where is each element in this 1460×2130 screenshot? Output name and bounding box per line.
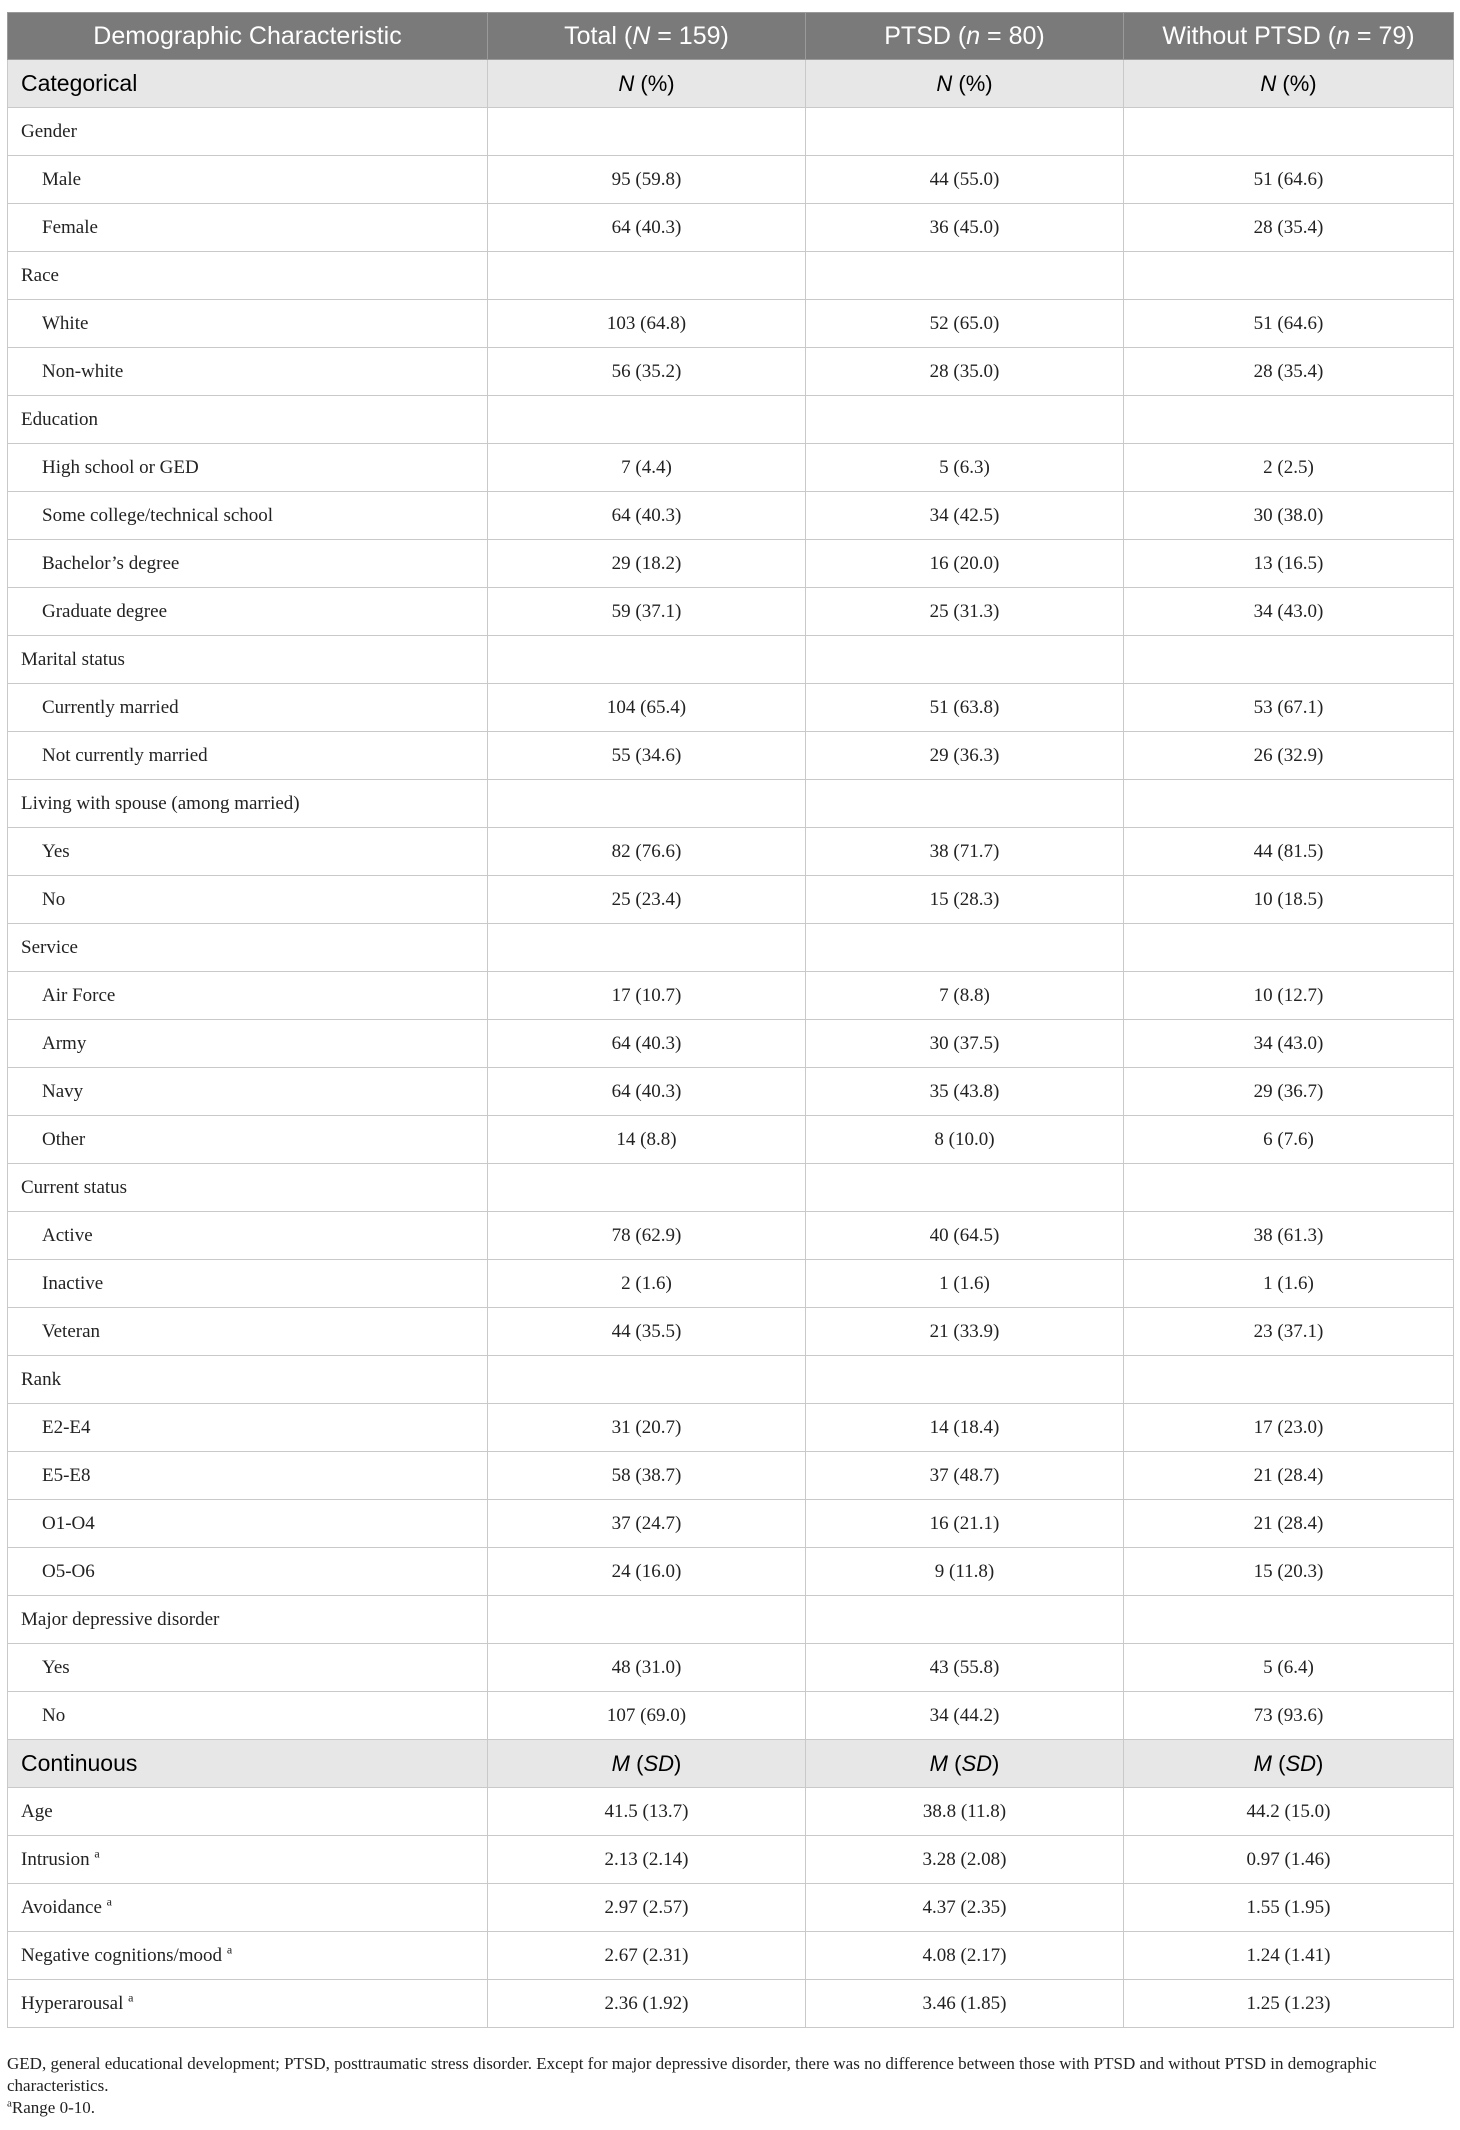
total-value: 64 (40.3) <box>488 1068 806 1116</box>
ptsd-value: 34 (42.5) <box>806 492 1124 540</box>
table-row <box>8 1260 1454 1308</box>
table-row <box>8 204 1454 252</box>
row-label: Veteran <box>8 1308 488 1356</box>
total-value: 2.97 (2.57) <box>488 1884 806 1932</box>
without-ptsd-value: 1.55 (1.95) <box>1124 1884 1454 1932</box>
ptsd-value: 4.37 (2.35) <box>806 1884 1124 1932</box>
total-value: 2.67 (2.31) <box>488 1932 806 1980</box>
table-row <box>8 1020 1454 1068</box>
row-label: Male <box>8 156 488 204</box>
total-value: 7 (4.4) <box>488 444 806 492</box>
empty-cell <box>806 780 1124 828</box>
without-ptsd-value: 6 (7.6) <box>1124 1116 1454 1164</box>
total-value: 41.5 (13.7) <box>488 1788 806 1836</box>
ptsd-value: 30 (37.5) <box>806 1020 1124 1068</box>
total-value: 55 (34.6) <box>488 732 806 780</box>
empty-cell <box>1124 1596 1454 1644</box>
table-row <box>8 540 1454 588</box>
footnote-range: $^a$Range 0-10. <box>7 2097 95 2117</box>
total-value: 2.36 (1.92) <box>488 1980 806 2028</box>
total-value: 37 (24.7) <box>488 1500 806 1548</box>
total-value: 48 (31.0) <box>488 1644 806 1692</box>
without-ptsd-value: 53 (67.1) <box>1124 684 1454 732</box>
total-value: 103 (64.8) <box>488 300 806 348</box>
table-row <box>8 492 1454 540</box>
without-ptsd-value: 10 (12.7) <box>1124 972 1454 1020</box>
total-value: 104 (65.4) <box>488 684 806 732</box>
group-label: Gender <box>8 108 488 156</box>
total-value: 58 (38.7) <box>488 1452 806 1500</box>
total-value: 64 (40.3) <box>488 492 806 540</box>
ptsd-value: 34 (44.2) <box>806 1692 1124 1740</box>
row-label: O5-O6 <box>8 1548 488 1596</box>
total-value: 44 (35.5) <box>488 1308 806 1356</box>
table-row <box>8 1068 1454 1116</box>
demographics-table <box>7 12 1454 2028</box>
empty-cell <box>488 1356 806 1404</box>
table-row <box>8 348 1454 396</box>
without-ptsd-value: 0.97 (1.46) <box>1124 1836 1454 1884</box>
empty-cell <box>1124 108 1454 156</box>
empty-cell <box>1124 1164 1454 1212</box>
row-label: White <box>8 300 488 348</box>
ptsd-value: 3.46 (1.85) <box>806 1980 1124 2028</box>
table-row <box>8 1692 1454 1740</box>
total-value: 2.13 (2.14) <box>488 1836 806 1884</box>
group-row <box>8 1356 1454 1404</box>
section-header-continuous <box>8 1740 1454 1788</box>
row-label: Non-white <box>8 348 488 396</box>
row-label: Avoidance $^a$ <box>8 1884 488 1932</box>
without-ptsd-value: 34 (43.0) <box>1124 588 1454 636</box>
ptsd-value: 38.8 (11.8) <box>806 1788 1124 1836</box>
total-value: 2 (1.6) <box>488 1260 806 1308</box>
group-row <box>8 252 1454 300</box>
without-ptsd-value: 38 (61.3) <box>1124 1212 1454 1260</box>
table-footnotes <box>7 2053 1453 2119</box>
unit-label-total: N (%) <box>488 60 806 108</box>
empty-cell <box>1124 396 1454 444</box>
table-row <box>8 1836 1454 1884</box>
total-value: 56 (35.2) <box>488 348 806 396</box>
ptsd-value: 5 (6.3) <box>806 444 1124 492</box>
empty-cell <box>806 636 1124 684</box>
without-ptsd-value: 1 (1.6) <box>1124 1260 1454 1308</box>
table-row <box>8 1116 1454 1164</box>
without-ptsd-value: 28 (35.4) <box>1124 348 1454 396</box>
unit-label-without: M (SD) <box>1124 1740 1454 1788</box>
row-label: No <box>8 1692 488 1740</box>
without-ptsd-value: 17 (23.0) <box>1124 1404 1454 1452</box>
ptsd-value: 36 (45.0) <box>806 204 1124 252</box>
ptsd-value: 35 (43.8) <box>806 1068 1124 1116</box>
row-label: Intrusion $^a$ <box>8 1836 488 1884</box>
empty-cell <box>1124 252 1454 300</box>
row-label: Other <box>8 1116 488 1164</box>
group-row <box>8 924 1454 972</box>
section-label: Categorical <box>8 60 488 108</box>
ptsd-value: 7 (8.8) <box>806 972 1124 1020</box>
total-value: 64 (40.3) <box>488 204 806 252</box>
row-label: Inactive <box>8 1260 488 1308</box>
row-label: Female <box>8 204 488 252</box>
without-ptsd-value: 21 (28.4) <box>1124 1500 1454 1548</box>
group-row <box>8 1596 1454 1644</box>
section-label: Continuous <box>8 1740 488 1788</box>
header-ptsd: PTSD (n = 80) <box>806 13 1124 60</box>
ptsd-value: 3.28 (2.08) <box>806 1836 1124 1884</box>
group-label: Race <box>8 252 488 300</box>
ptsd-value: 14 (18.4) <box>806 1404 1124 1452</box>
without-ptsd-value: 30 (38.0) <box>1124 492 1454 540</box>
table-row <box>8 300 1454 348</box>
unit-label-ptsd: M (SD) <box>806 1740 1124 1788</box>
row-label: Bachelor’s degree <box>8 540 488 588</box>
empty-cell <box>806 924 1124 972</box>
group-row <box>8 780 1454 828</box>
ptsd-value: 28 (35.0) <box>806 348 1124 396</box>
table-row <box>8 588 1454 636</box>
row-label: E2-E4 <box>8 1404 488 1452</box>
ptsd-value: 16 (20.0) <box>806 540 1124 588</box>
total-value: 31 (20.7) <box>488 1404 806 1452</box>
row-label: Some college/technical school <box>8 492 488 540</box>
row-label: Yes <box>8 828 488 876</box>
group-label: Service <box>8 924 488 972</box>
without-ptsd-value: 2 (2.5) <box>1124 444 1454 492</box>
footnote-marker: a <box>128 1990 134 2005</box>
total-value: 17 (10.7) <box>488 972 806 1020</box>
unit-label-total: M (SD) <box>488 1740 806 1788</box>
group-row <box>8 1164 1454 1212</box>
group-label: Rank <box>8 1356 488 1404</box>
row-label: E5-E8 <box>8 1452 488 1500</box>
row-label: Air Force <box>8 972 488 1020</box>
without-ptsd-value: 1.25 (1.23) <box>1124 1980 1454 2028</box>
table-row <box>8 1932 1454 1980</box>
group-label: Major depressive disorder <box>8 1596 488 1644</box>
ptsd-value: 40 (64.5) <box>806 1212 1124 1260</box>
without-ptsd-value: 34 (43.0) <box>1124 1020 1454 1068</box>
without-ptsd-value: 5 (6.4) <box>1124 1644 1454 1692</box>
ptsd-value: 25 (31.3) <box>806 588 1124 636</box>
empty-cell <box>488 1596 806 1644</box>
group-label: Education <box>8 396 488 444</box>
empty-cell <box>488 396 806 444</box>
empty-cell <box>806 396 1124 444</box>
group-label: Current status <box>8 1164 488 1212</box>
section-header-categorical <box>8 60 1454 108</box>
ptsd-value: 37 (48.7) <box>806 1452 1124 1500</box>
without-ptsd-value: 44.2 (15.0) <box>1124 1788 1454 1836</box>
table-row <box>8 732 1454 780</box>
empty-cell <box>806 108 1124 156</box>
ptsd-value: 38 (71.7) <box>806 828 1124 876</box>
table-row <box>8 444 1454 492</box>
empty-cell <box>806 1596 1124 1644</box>
unit-label-ptsd: N (%) <box>806 60 1124 108</box>
total-value: 82 (76.6) <box>488 828 806 876</box>
row-label: Graduate degree <box>8 588 488 636</box>
table-row <box>8 828 1454 876</box>
table-row <box>8 1980 1454 2028</box>
total-value: 25 (23.4) <box>488 876 806 924</box>
without-ptsd-value: 15 (20.3) <box>1124 1548 1454 1596</box>
total-value: 14 (8.8) <box>488 1116 806 1164</box>
group-row <box>8 108 1454 156</box>
ptsd-value: 43 (55.8) <box>806 1644 1124 1692</box>
row-label: Navy <box>8 1068 488 1116</box>
ptsd-value: 8 (10.0) <box>806 1116 1124 1164</box>
ptsd-value: 16 (21.1) <box>806 1500 1124 1548</box>
row-label: Negative cognitions/mood $^a$ <box>8 1932 488 1980</box>
table-row <box>8 876 1454 924</box>
total-value: 64 (40.3) <box>488 1020 806 1068</box>
empty-cell <box>806 252 1124 300</box>
empty-cell <box>1124 924 1454 972</box>
footnote-marker: a <box>106 1894 112 1909</box>
total-value: 59 (37.1) <box>488 588 806 636</box>
row-label: Hyperarousal $^a$ <box>8 1980 488 2028</box>
ptsd-value: 44 (55.0) <box>806 156 1124 204</box>
total-value: 107 (69.0) <box>488 1692 806 1740</box>
row-label: Yes <box>8 1644 488 1692</box>
without-ptsd-value: 21 (28.4) <box>1124 1452 1454 1500</box>
row-label: No <box>8 876 488 924</box>
total-value: 78 (62.9) <box>488 1212 806 1260</box>
footnote-marker: a <box>94 1846 100 1861</box>
table-row <box>8 1644 1454 1692</box>
total-value: 95 (59.8) <box>488 156 806 204</box>
group-row <box>8 396 1454 444</box>
header-characteristic: Demographic Characteristic <box>8 13 488 60</box>
empty-cell <box>488 780 806 828</box>
group-row <box>8 636 1454 684</box>
without-ptsd-value: 23 (37.1) <box>1124 1308 1454 1356</box>
empty-cell <box>1124 1356 1454 1404</box>
table-row <box>8 1500 1454 1548</box>
without-ptsd-value: 28 (35.4) <box>1124 204 1454 252</box>
empty-cell <box>806 1164 1124 1212</box>
empty-cell <box>488 252 806 300</box>
footnote-abbreviations: GED, general educational development; PTSD, posttraumatic stress disorder. Except for major depressive disorder, there was no difference between those with PTSD and without PTSD in demographic characteristics. <box>7 2054 1377 2095</box>
without-ptsd-value: 51 (64.6) <box>1124 300 1454 348</box>
footnote-marker: a <box>226 1942 233 1957</box>
without-ptsd-value: 51 (64.6) <box>1124 156 1454 204</box>
table-row <box>8 1308 1454 1356</box>
ptsd-value: 52 (65.0) <box>806 300 1124 348</box>
empty-cell <box>488 108 806 156</box>
empty-cell <box>488 1164 806 1212</box>
without-ptsd-value: 10 (18.5) <box>1124 876 1454 924</box>
total-value: 29 (18.2) <box>488 540 806 588</box>
row-label: O1-O4 <box>8 1500 488 1548</box>
row-label: High school or GED <box>8 444 488 492</box>
ptsd-value: 51 (63.8) <box>806 684 1124 732</box>
header-without-ptsd: Without PTSD (n = 79) <box>1124 13 1454 60</box>
row-label: Currently married <box>8 684 488 732</box>
empty-cell <box>488 924 806 972</box>
ptsd-value: 1 (1.6) <box>806 1260 1124 1308</box>
empty-cell <box>806 1356 1124 1404</box>
row-label: Age <box>8 1788 488 1836</box>
ptsd-value: 21 (33.9) <box>806 1308 1124 1356</box>
table-row <box>8 156 1454 204</box>
table-row <box>8 1404 1454 1452</box>
table-row <box>8 1548 1454 1596</box>
ptsd-value: 4.08 (2.17) <box>806 1932 1124 1980</box>
group-label: Living with spouse (among married) <box>8 780 488 828</box>
table-row <box>8 1884 1454 1932</box>
unit-label-without: N (%) <box>1124 60 1454 108</box>
empty-cell <box>488 636 806 684</box>
table-row <box>8 1452 1454 1500</box>
table-row <box>8 1788 1454 1836</box>
without-ptsd-value: 29 (36.7) <box>1124 1068 1454 1116</box>
row-label: Active <box>8 1212 488 1260</box>
without-ptsd-value: 73 (93.6) <box>1124 1692 1454 1740</box>
without-ptsd-value: 44 (81.5) <box>1124 828 1454 876</box>
without-ptsd-value: 26 (32.9) <box>1124 732 1454 780</box>
empty-cell <box>1124 636 1454 684</box>
table-row <box>8 1212 1454 1260</box>
ptsd-value: 29 (36.3) <box>806 732 1124 780</box>
without-ptsd-value: 1.24 (1.41) <box>1124 1932 1454 1980</box>
table-row <box>8 972 1454 1020</box>
row-label: Not currently married <box>8 732 488 780</box>
group-label: Marital status <box>8 636 488 684</box>
total-value: 24 (16.0) <box>488 1548 806 1596</box>
table-body <box>8 60 1454 2028</box>
header-total: Total (N = 159) <box>488 13 806 60</box>
table-header-row <box>8 13 1454 60</box>
without-ptsd-value: 13 (16.5) <box>1124 540 1454 588</box>
empty-cell <box>1124 780 1454 828</box>
demographics-table-container <box>7 12 1453 2028</box>
row-label: Army <box>8 1020 488 1068</box>
table-row <box>8 684 1454 732</box>
ptsd-value: 15 (28.3) <box>806 876 1124 924</box>
ptsd-value: 9 (11.8) <box>806 1548 1124 1596</box>
